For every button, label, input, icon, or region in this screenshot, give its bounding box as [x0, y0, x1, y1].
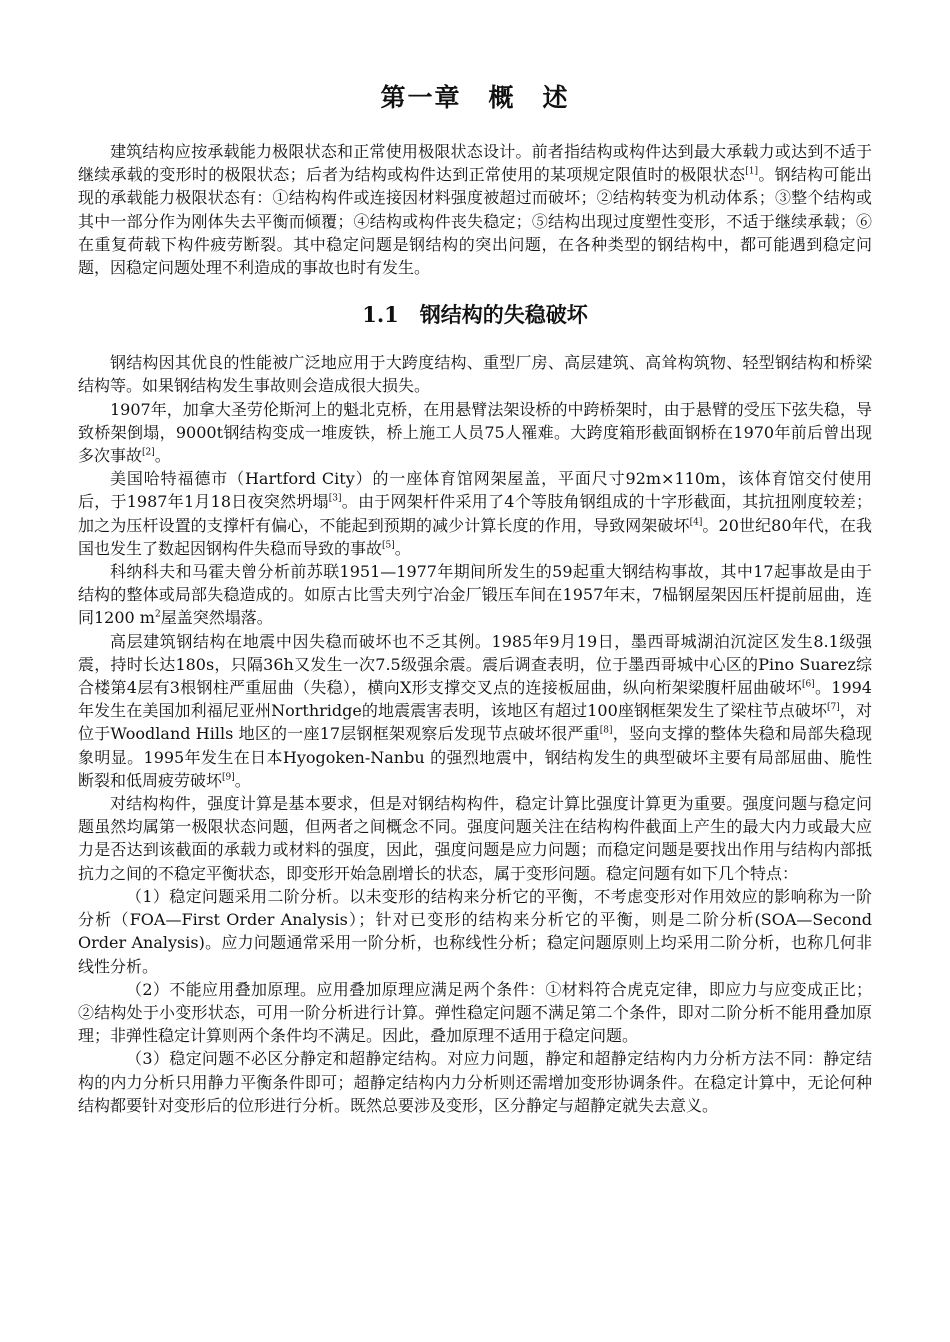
- intro-text-2: 。钢结构可能出现的承载能力极限状态有：①结构构件或连接因材料强度被超过而破坏；②结构转变为机动体系；③整个结构或其中一部分作为刚体失去平衡而倾覆；④结构或构件丧失稳定；⑤结构出现过度塑性变形，不适于继续承载；⑥在重复荷载下构件疲劳断裂。其中稳定问题是钢结构的突出问题，在各种类型的钢结构中，都可能遇到稳定问题，因稳定问题处理不利造成的事故也时有发生。: [78, 165, 872, 278]
- citation-8: [8]: [599, 726, 613, 737]
- p5-text-5: 。: [234, 770, 251, 790]
- p4-text-2: 屋盖突然塌落。: [160, 608, 273, 628]
- paragraph-2: [78, 398, 872, 468]
- citation-1: [1]: [745, 166, 759, 177]
- paragraph-5: [78, 630, 872, 792]
- citation-5: [5]: [382, 540, 395, 551]
- p5-text-3: ，对位于Woodland Hills 地区的一座17层钢框架观察后发现节点破坏很严重: [78, 701, 872, 744]
- paragraph-4: [78, 560, 872, 630]
- p3-text-1: 美国哈特福德市（Hartford City）的一座体育馆网架屋盖，平面尺寸92m×110m，该体育馆交付使用后，于1987年1月18日夜突然坍塌: [78, 469, 872, 512]
- citation-3: [3]: [328, 494, 342, 505]
- p3-text-4: 。: [394, 538, 411, 558]
- p3-text-2: 。由于网架杆件采用了4个等肢角钢组成的十字形截面，其抗扭刚度较差；加之为压杆设置的支撑杆有偏心，不能起到预期的减少计算长度的作用，导致网架破坏: [78, 492, 872, 535]
- intro-text-1: 建筑结构应按承载能力极限状态和正常使用极限状态设计。前者指结构或构件达到最大承载力或达到不适于继续承载的变形时的极限状态；后者为结构或构件达到正常使用的某项规定限值时的极限状态: [78, 142, 872, 185]
- list-item-2: （2）不能应用叠加原理。应用叠加原理应满足两个条件：①材料符合虎克定律，即应力与应变成正比；②结构处于小变形状态，可用一阶分析进行计算。弹性稳定问题不满足第二个条件，即对二阶分析不能用叠加原理；非弹性稳定计算则两个条件均不满足。因此，叠加原理不适用于稳定问题。: [78, 979, 872, 1046]
- chapter-title: 第一章 概 述: [380, 83, 570, 112]
- p4-text-1: 科纳科夫和马霍夫曾分析前苏联1951—1977年期间所发生的59起重大钢结构事故，其中17起事故是由于结构的整体或局部失稳造成的。如原古比雪夫列宁冶金厂锻压车间在1957年末，7榀钢屋架因压杆提前屈曲，连同1200 m: [78, 562, 872, 628]
- citation-9: [9]: [222, 772, 235, 783]
- section-title: 1.1 钢结构的失稳破坏: [362, 302, 588, 328]
- superscript-2: 2: [154, 610, 161, 621]
- citation-7: [7]: [827, 702, 840, 713]
- citation-2: [2]: [142, 447, 155, 458]
- p5-text-2: 。1994年发生在美国加利福尼亚州Northridge的地震震害表明，该地区有超过100座钢框架发生了梁柱节点破坏: [78, 678, 872, 721]
- intro-paragraph: [78, 140, 872, 279]
- p2-text-2: 。: [154, 446, 171, 466]
- paragraph-1: 钢结构因其优良的性能被广泛地应用于大跨度结构、重型厂房、高层建筑、高耸构筑物、轻型钢结构和桥梁结构等。如果钢结构发生事故则会造成很大损失。: [78, 353, 872, 396]
- list-item-1: （1）稳定问题采用二阶分析。以未变形的结构来分析它的平衡，不考虑变形对作用效应的影响称为一阶分析（FOA—First Order Analysis）；针对已变形的结构来分析它的平衡，则是二阶分析(SOA—Second Order Analysis)。应力问题通常采用一阶分析，也称线性分析；稳定问题原则上均采用二阶分析，也称几何非线性分析。: [78, 886, 872, 976]
- citation-6: [6]: [801, 679, 815, 690]
- p2-text-1: 1907年，加拿大圣劳伦斯河上的魁北克桥，在用悬臂法架设桥的中跨桥架时，由于悬臂的受压下弦失稳，导致桥架倒塌，9000t钢结构变成一堆废铁，桥上施工人员75人罹难。大跨度箱形截面钢桥在1970年前后曾出现多次事故: [78, 399, 872, 466]
- paragraph-6: 对结构构件，强度计算是基本要求，但是对钢结构构件，稳定计算比强度计算更为重要。强度问题与稳定问题虽然均属第一极限状态问题，但两者之间概念不同。强度问题关注在结构构件截面上产生的最大内力或最大应力是否达到该截面的承载力或材料的强度，因此，强度问题是应力问题；而稳定问题是要找出作用与结构内部抵抗力之间的不稳定平衡状态，即变形开始急剧增长的状态，属于变形问题。稳定问题有如下几个特点：: [78, 794, 872, 883]
- list-item-3: （3）稳定问题不必区分静定和超静定结构。对应力问题，静定和超静定结构内力分析方法不同：静定结构的内力分析只用静力平衡条件即可；超静定结构内力分析则还需增加变形协调条件。在稳定计算中，无论何种结构都要针对变形后的位形进行分析。既然总要涉及变形，区分静定与超静定就失去意义。: [78, 1049, 872, 1115]
- p3-text-3: 。20世纪80年代，在我国也发生了数起因钢构件失稳而导致的事故: [78, 515, 872, 558]
- paragraph-3: [78, 467, 872, 560]
- citation-4: [4]: [689, 517, 703, 528]
- p5-text-4: ，竖向支撑的整体失稳和局部失稳现象明显。1995年发生在日本Hyogoken-Nanbu 的强烈地震中，钢结构发生的典型破坏主要有局部屈曲、脆性断裂和低周疲劳破坏: [78, 724, 872, 790]
- p5-text-1: 高层建筑钢结构在地震中因失稳而破坏也不乏其例。1985年9月19日，墨西哥城湖泊沉淀区发生8.1级强震，持时长达180s，只隔36h又发生一次7.5级强余震。震后调查表明，位于墨西哥城中心区的Pino Suarez综合楼第4层有3根钢柱严重屈曲（失稳），横向X形支撑交叉点的连接板屈曲，纵向桁架梁腹杆屈曲破坏: [78, 631, 872, 698]
